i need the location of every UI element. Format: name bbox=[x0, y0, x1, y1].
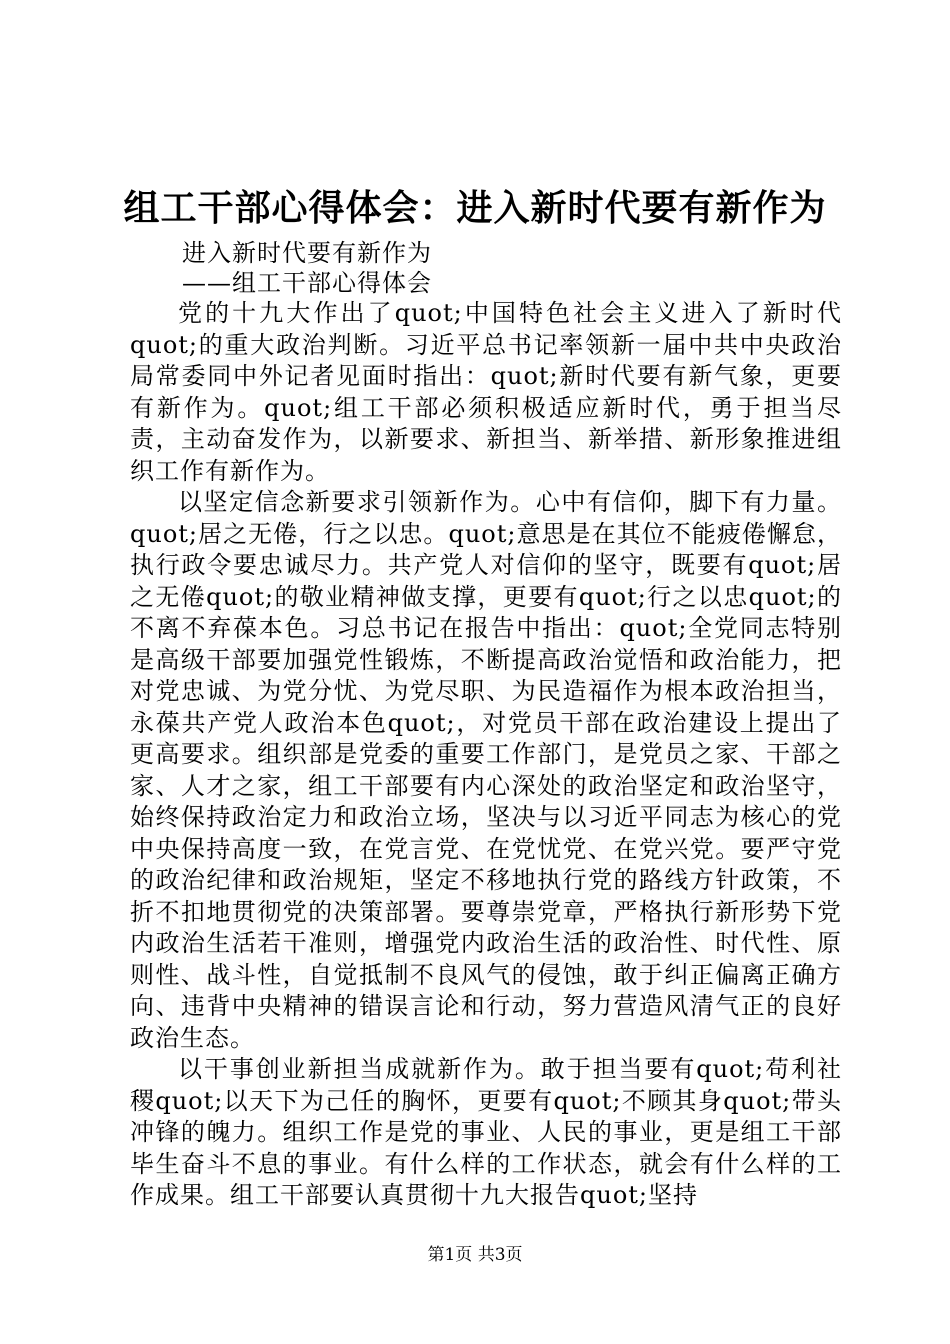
document-subtitle: 进入新时代要有新作为 bbox=[182, 239, 432, 267]
body-paragraph: 党的十九大作出了quot;中国特色社会主义进入了新时代quot;的重大政治判断。习近平总书记率领新一届中共中央政治局常委同中外记者见面时指出：quot;新时代要有新气象，更要有新作为。quot;组工干部必须积极适应新时代，勇于担当尽责，主动奋发作为，以新要求、新担当、新举措、新形象推进组织工作有新作为。 bbox=[130, 299, 842, 485]
page-indicator: 第1页 共3页 bbox=[427, 1245, 523, 1265]
document-title: 组工干部心得体会：进入新时代要有新作为 bbox=[123, 187, 827, 229]
document-body bbox=[130, 298, 842, 1212]
document-byline: ——组工干部心得体会 bbox=[182, 269, 432, 297]
body-paragraph: 以坚定信念新要求引领新作为。心中有信仰，脚下有力量。quot;居之无倦，行之以忠。quot;意思是在其位不能疲倦懈怠，执行政令要忠诚尽力。共产党人对信仰的坚守，既要有quot;居之无倦quot;的敬业精神做支撑，更要有quot;行之以忠quot;的不离不弃葆本色。习总书记在报告中指出：quot;全党同志特别是高级干部要加强党性锻炼，不断提高政治觉悟和政治能力，把对党忠诚、为党分忧、为党尽职、为民造福作为根本政治担当，永葆共产党人政治本色quot;，对党员干部在政治建设上提出了更高要求。组织部是党委的重要工作部门，是党员之家、干部之家、人才之家，组工干部要有内心深处的政治坚定和政治坚守，始终保持政治定力和政治立场，坚决与以习近平同志为核心的党中央保持高度一致，在党言党、在党忧党、在党兴党。要严守党的政治纪律和政治规矩，坚定不移地执行党的路线方针政策，不折不扣地贯彻党的决策部署。要尊崇党章，严格执行新形势下党内政治生活若干准则，增强党内政治生活的政治性、时代性、原则性、战斗性，自觉抵制不良风气的侵蚀，敢于纠正偏离正确方向、违背中央精神的错误言论和行动，努力营造风清气正的良好政治生态。 bbox=[130, 488, 842, 1052]
body-paragraph: 以干事创业新担当成就新作为。敢于担当要有quot;苟利社稷quot;以天下为己任的胸怀，更要有quot;不顾其身quot;带头冲锋的魄力。组织工作是党的事业、人民的事业，更是组工干部毕生奋斗不息的事业。有什么样的工作状态，就会有什么样的工作成果。组工干部要认真贯彻十九大报告quot;坚持 bbox=[130, 1055, 842, 1209]
